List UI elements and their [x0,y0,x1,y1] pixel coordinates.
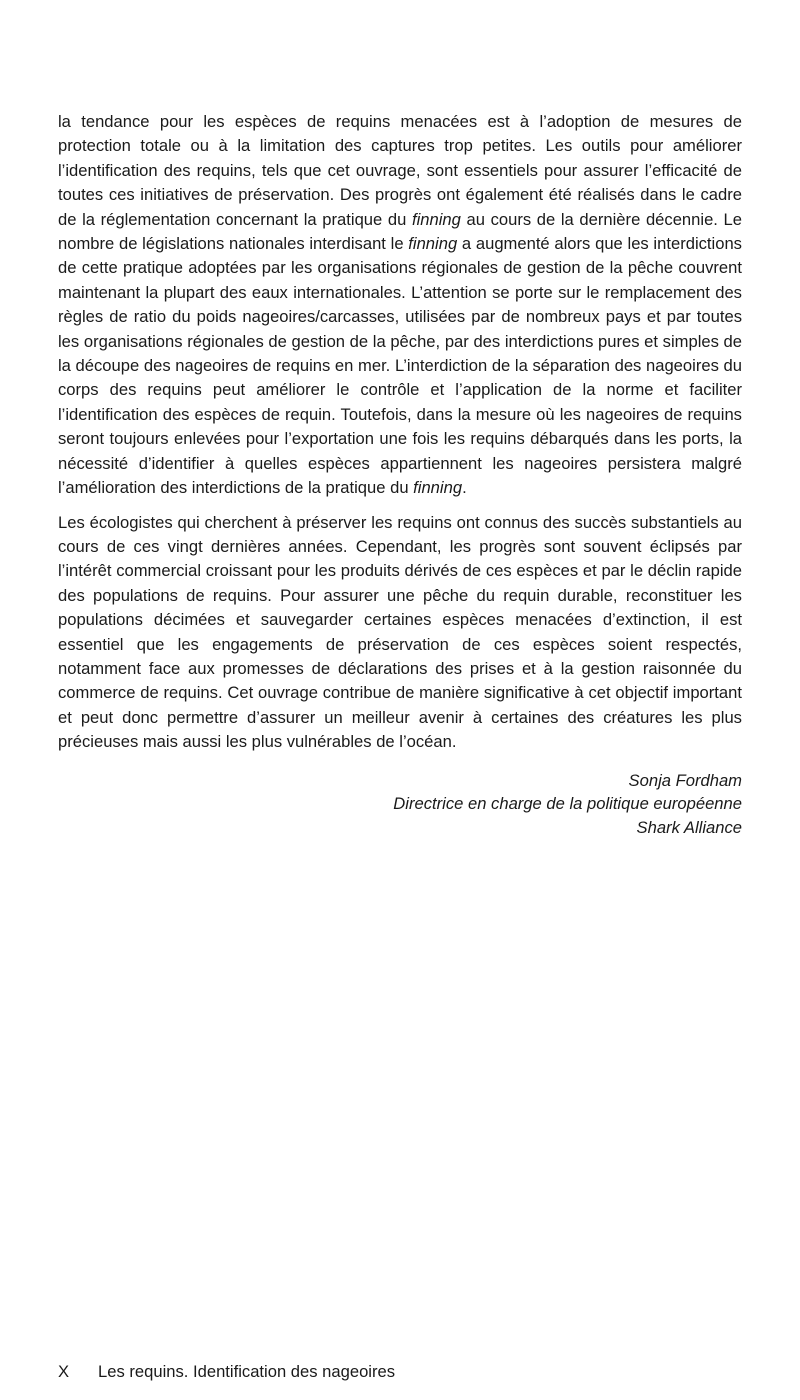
text-segment: interdictions de la pratique du [191,478,414,498]
text-segment: que les interdictions de cette pratique adoptées par les organisations régionales de [58,234,742,278]
text-line [58,161,717,180]
page-number: X [58,1362,70,1381]
text-segment: décennie. Le nombre de législations nationales interdisant le [58,209,742,254]
text-segment: cet objectif important et peut donc permettre d’assurer un meilleur avenir à certaines [58,683,742,727]
text-segment: par l’intérêt commercial croissant pour les produits dérivés de ces espèces et par le [58,536,742,581]
text-segment: respectés, notamment face aux promesses de déclarations des prises et à la gestion [58,634,742,678]
text-segment: cadre de la réglementation concernant la pratique du [58,185,742,229]
text-line [58,513,719,532]
text-segment: l’identification des requins, tels que cet ouvrage, sont essentiels pour assurer l’efficacité [58,160,718,180]
text-segment: raisonnée du commerce de requins. Cet ouvrage contribue de manière significative à [58,658,742,703]
italic-term: finning [413,478,463,498]
text-segment: protection totale ou à la limitation des captures trop petites. Les outils pour améliorer [58,136,742,156]
signature-block [58,769,742,840]
text-segment: à quelles espèces appartiennent les nageoires persistera malgré l’amélioration des [58,453,742,498]
text-segment: se porte sur le remplacement des règles de ratio du poids nageoires/carcasses, utilisées [58,282,742,327]
italic-term: finning [408,234,458,254]
body-paragraph-2 [58,511,742,755]
text-segment: Toutefois, dans la mesure où les nageoires de requins seront toujours enlevées pour [58,404,742,449]
text-segment: d’extinction, il est essentiel que les engagements de préservation de ces espèces soient [58,610,743,654]
text-segment: par des interdictions pures et simples de la découpe des nageoires de requins en mer. [58,331,743,376]
main-text-column [58,110,742,839]
text-segment: des créatures les plus précieuses mais aussi les plus vulnérables de l’océan. [58,707,742,752]
text-segment: au cours de ces vingt dernières années. Cependant, les progrès sont souvent éclipsés [58,512,742,556]
text-line [192,478,467,497]
text-segment: reconstituer les populations décimées et sauvegarder certaines espèces menacées [58,585,742,630]
text-segment: la tendance pour les espèces de requins menacées est à l’adoption de mesures de [58,112,742,131]
body-paragraph-1 [58,110,742,501]
text-segment: déclin rapide des populations de requins. Pour assurer une pêche du requin durable, [58,561,742,605]
text-segment: contrôle et l’application de la norme et faciliter l’identification des espèces de requin. [58,380,742,424]
signature-role: Directrice en charge de la politique européenne [393,794,742,814]
text-segment: l’exportation une fois les requins débarqués dans les ports, la nécessité d’identifier [58,429,742,473]
running-title: Les requins. Identification des nageoires [98,1362,396,1381]
text-segment: gestion de la pêche couvrent maintenant la plupart des eaux internationales. L’attention [58,258,742,302]
signature-name: Sonja Fordham [628,770,742,790]
text-line [58,136,742,155]
text-segment: Les écologistes qui cherchent à préserver les requins ont connus des succès substantiels [58,512,719,532]
italic-term: finning [411,209,461,229]
signature-organization: Shark Alliance [636,817,742,837]
text-segment: par de nombreux pays et par toutes les organisations régionales de gestion de la pêche, [58,307,743,351]
text-segment: de toutes ces initiatives de préservation. Des progrès ont également été réalisés dans le [58,160,742,205]
text-segment: L’interdiction de la séparation des nageoires du corps des requins peut améliorer le [58,356,742,400]
page-footer [58,1360,395,1384]
text-segment: . [462,478,467,498]
text-segment: a augmenté alors [457,234,591,254]
text-segment: au cours de la dernière [460,209,641,229]
text-line [58,112,742,131]
